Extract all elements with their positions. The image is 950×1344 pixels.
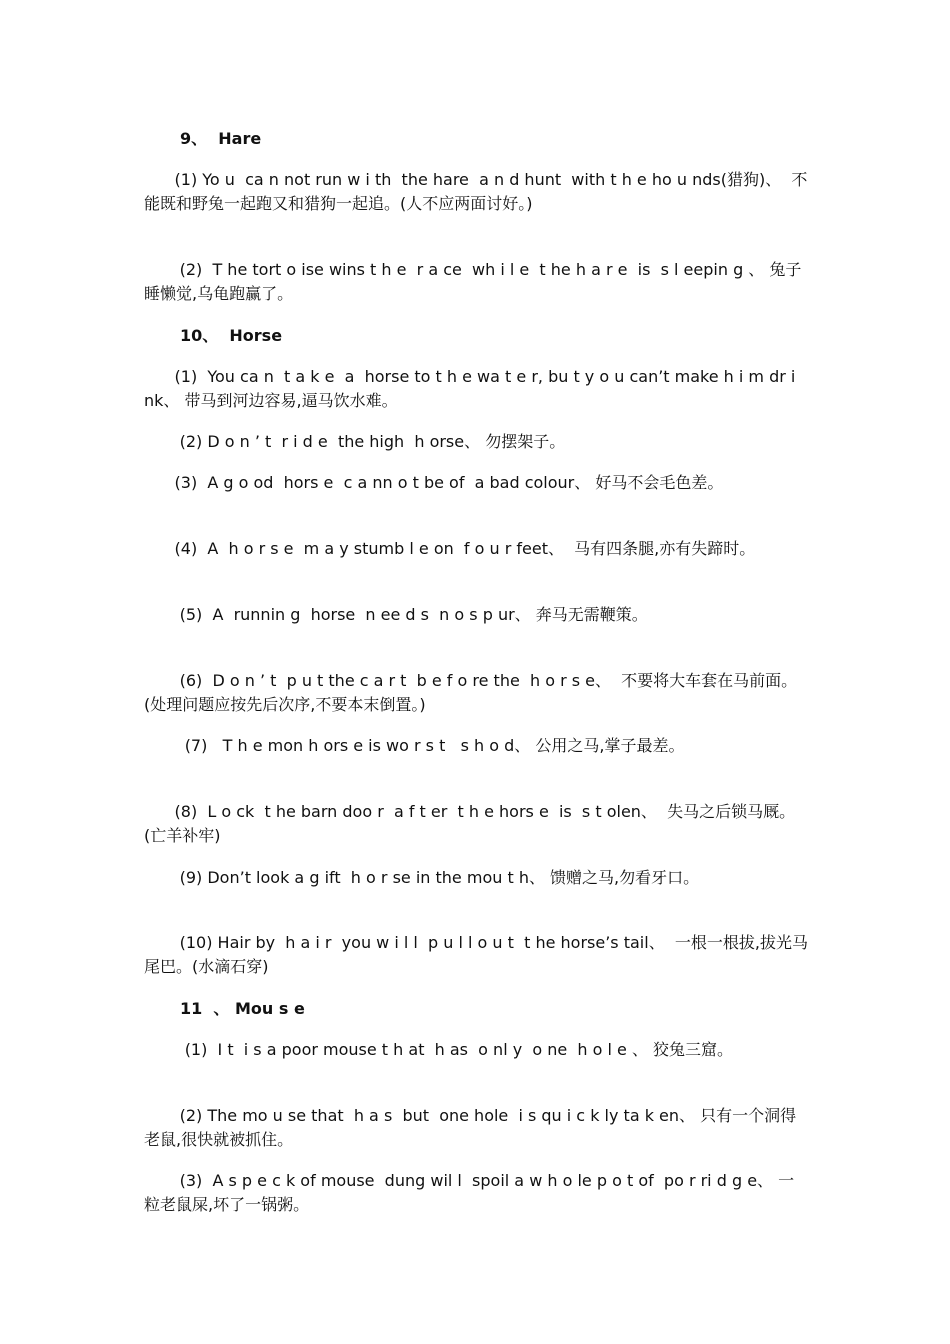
proverb-entry: (4) A h o r s e m a y stumb l e on f o u r feet、 马有四条腿,亦有失蹄时。 <box>144 539 756 558</box>
section-heading-mouse: 11 、 Mou s e <box>180 999 305 1018</box>
proverb-entry: (3) A s p e c k of mouse dung wil l spoil a w h o le p o t of po r ri d g e、 一粒老鼠屎,坏了一锅粥。 <box>144 1171 795 1214</box>
proverb-entry: (9) Don’t look a g ift h o r se in the mou t h、 馈赠之马,勿看牙口。 <box>144 868 700 887</box>
proverb-entry: (1) I t i s a poor mouse t h at h as o nl y o ne h o l e 、 狡兔三窟。 <box>144 1040 734 1059</box>
proverb-entry: (3) A g o od hors e c a nn o t be of a bad colour、 好马不会毛色差。 <box>144 473 724 492</box>
proverb-entry: (10) Hair by h a i r you w i l l p u l l o u t t he horse’s tail、 一根一根拔,拔光马尾巴。(水滴石穿) <box>144 933 808 976</box>
proverb-entry: (2) The mo u se that h a s but one hole i s qu i c k ly ta k en、 只有一个洞得老鼠,很快就被抓住。 <box>144 1106 797 1149</box>
section-heading-hare: 9、 Hare <box>180 129 262 148</box>
proverb-entry: (1) You ca n t a k e a horse to t h e wa t e r, bu t y o u can’t make h i m dr i nk、 带马到河边容易,逼马饮水难。 <box>144 367 801 410</box>
proverb-entry: (2) D o n ’ t r i d e the high h orse、 勿摆架子。 <box>144 432 566 451</box>
proverb-entry: (5) A runnin g horse n ee d s n o s p ur、 奔马无需鞭策。 <box>144 605 648 624</box>
proverb-entry: (8) L o ck t he barn doo r a f t er t h e hors e is s t olen、 失马之后锁马厩。(亡羊补牢) <box>144 802 796 845</box>
proverb-entry: (7) T h e mon h ors e is wo r s t s h o d、 公用之马,掌子最差。 <box>144 736 685 755</box>
proverb-entry: (6) D o n ’ t p u t the c a r t b e f o re the h o r s e、 不要将大车套在马前面。(处理问题应按先后次序,不要本末倒置。) <box>144 671 798 714</box>
section-heading-horse: 10、 Horse <box>180 326 283 345</box>
proverb-entry: (2) T he tort o ise wins t h e r a ce wh i l e t he h a r e is s l eepin g 、 兔子睡懒觉,乌龟跑赢了。 <box>144 260 802 303</box>
proverb-entry: (1) Yo u ca n not run w i th the hare a n d hunt with t h e ho u nds(猎狗)、 不能既和野兔一起跑又和猎狗一起追。(人不应两面讨好。) <box>144 170 808 213</box>
